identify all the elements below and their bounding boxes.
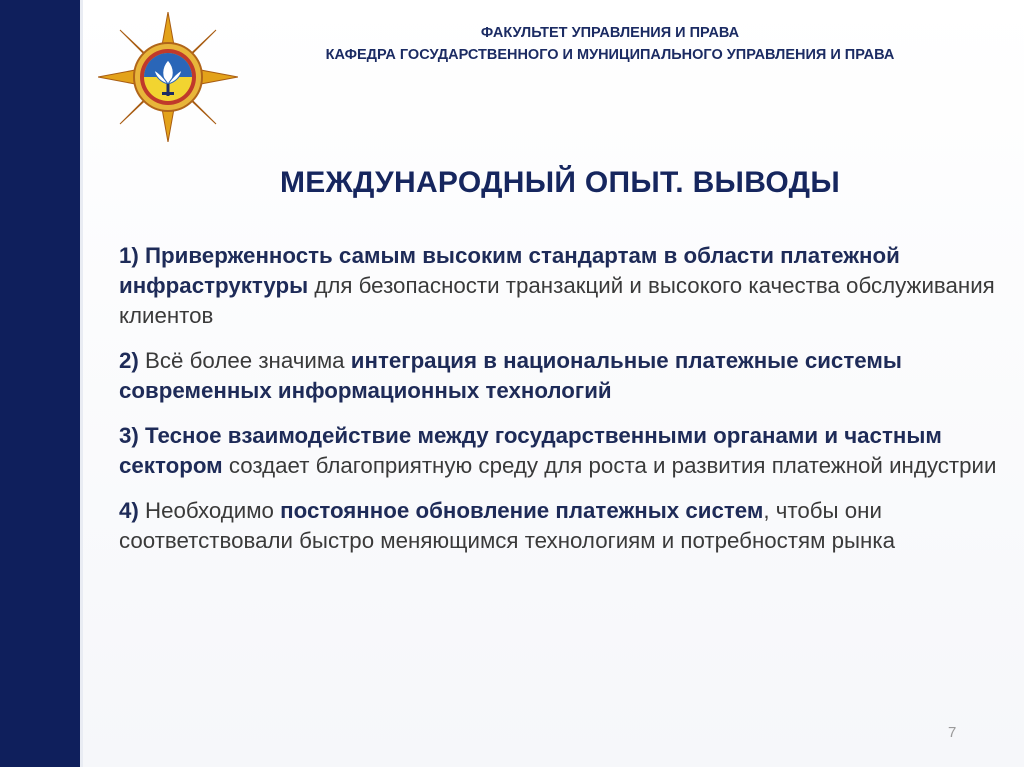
- item-text: Всё более значима: [138, 348, 351, 373]
- item-text: Необходимо: [138, 498, 281, 523]
- university-emblem-icon: [98, 12, 238, 142]
- list-item: [119, 496, 999, 556]
- slide-title: МЕЖДУНАРОДНЫЙ ОПЫТ. ВЫВОДЫ: [279, 166, 841, 199]
- conclusions-list: [119, 241, 999, 571]
- left-sidebar-band: [0, 0, 80, 767]
- item-text: , чтобы они соответствовали быстро меняющимся технологиям и потребностям рынка: [119, 498, 896, 553]
- department-name: КАФЕДРА ГОСУДАРСТВЕННОГО И МУНИЦИПАЛЬНОГО УПРАВЛЕНИЯ И ПРАВА: [325, 47, 895, 63]
- item-bold-text: Тесное взаимодействие между государственными органами и частным сектором: [119, 423, 942, 478]
- faculty-name: ФАКУЛЬТЕТ УПРАВЛЕНИЯ И ПРАВА: [480, 25, 740, 41]
- item-text: для безопасности транзакций и высокого качества обслуживания клиентов: [119, 273, 995, 328]
- list-item: [119, 241, 999, 331]
- item-text: создает благоприятную среду для роста и развития платежной индустрии: [222, 453, 997, 478]
- slide-header: [260, 22, 960, 66]
- item-bold-text: Приверженность самым высоким стандартам в области платежной инфраструктуры: [119, 243, 900, 298]
- item-number: 2): [119, 348, 139, 373]
- list-item: [119, 421, 999, 481]
- list-item: [119, 346, 999, 406]
- item-number: 3): [119, 423, 139, 448]
- item-number: 4): [119, 498, 139, 523]
- item-bold-text: интеграция в национальные платежные системы современных информационных технологий: [119, 348, 902, 403]
- item-number: 1): [119, 243, 139, 268]
- item-bold-text: постоянное обновление платежных систем: [280, 498, 764, 523]
- page-number: 7: [948, 724, 957, 741]
